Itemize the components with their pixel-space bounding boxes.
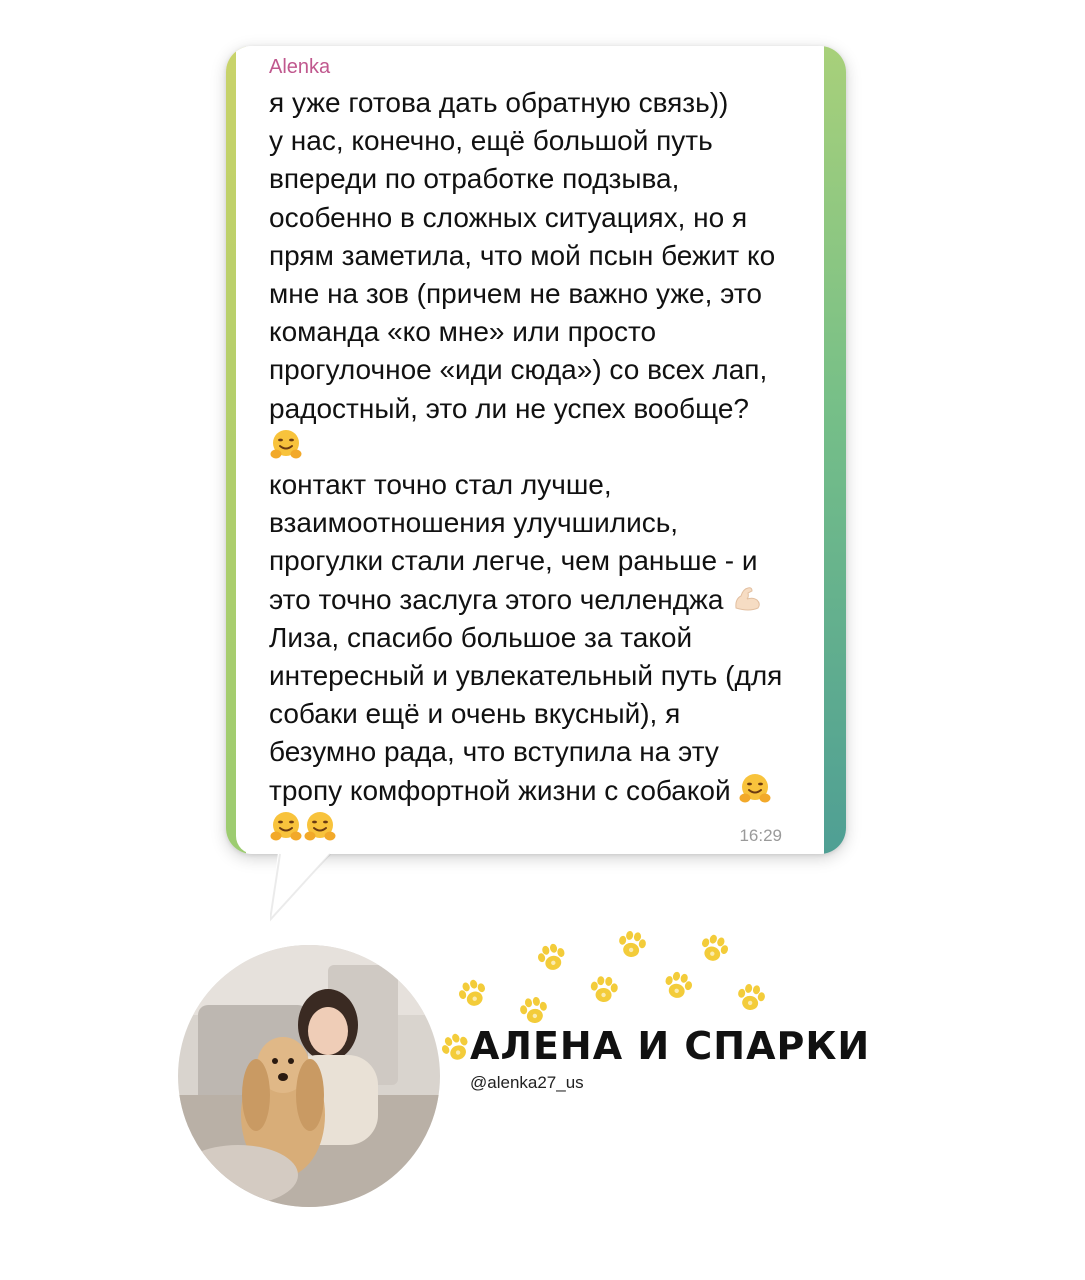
paw-print-icon (611, 924, 653, 966)
paw-print-icon (584, 970, 623, 1009)
message-timestamp: 16:29 (739, 826, 782, 845)
message-bubble (236, 46, 820, 854)
message-line: контакт точно стал лучше, (269, 469, 612, 501)
hugging-face-emoji-icon (269, 810, 303, 844)
paw-print-icon (530, 936, 574, 980)
flexed-biceps-emoji-icon (731, 581, 765, 615)
hugging-face-emoji-icon (738, 772, 772, 806)
message-line-with-emoji (269, 581, 829, 619)
message-line: прогулочное «иди сюда») со всех лап, (269, 354, 768, 386)
message-line: радостный, это ли не успех вообще? (269, 392, 749, 424)
message-line: тропу комфортной жизни с собакой (269, 774, 731, 806)
message-line: впереди по отработке подзыва, (269, 163, 680, 195)
avatar (178, 945, 440, 1207)
message-line: прям заметила, что мой псын бежит ко (269, 239, 776, 271)
emoji-line (269, 428, 829, 466)
chat-screenshot-card (226, 46, 846, 854)
speech-bubble-tail (270, 852, 340, 922)
profile-title: АЛЕНА И СПАРКИ (470, 1024, 871, 1068)
message-line: я уже готова дать обратную связь)) (269, 87, 729, 118)
hugging-face-emoji-icon (269, 428, 303, 462)
message-line: у нас, конечно, ещё большой путь (269, 125, 713, 157)
message-line: взаимоотношения улучшились, (269, 507, 679, 539)
profile-handle: @alenka27_us (470, 1073, 584, 1092)
paw-print-icon (656, 964, 700, 1008)
message-text (269, 84, 829, 848)
message-line: команда «ко мне» или просто (269, 316, 657, 348)
message-line: собаки ещё и очень вкусный), я (269, 698, 681, 730)
message-line: мне на зов (причем не важно уже, это (269, 278, 762, 310)
message-line: безумно рада, что вступила на эту (269, 736, 719, 768)
message-line: особенно в сложных ситуациях, но я (269, 201, 748, 233)
message-line: интересный и увлекательный путь (для (269, 660, 783, 692)
message-line-with-emoji (269, 772, 829, 810)
sender-name: Alenka (269, 56, 331, 78)
paw-print-icon (691, 926, 737, 972)
message-line: прогулки стали легче, чем раньше - и (269, 545, 758, 577)
paw-print-icon (730, 977, 772, 1019)
hugging-face-emoji-icon (303, 810, 337, 844)
message-line: Лиза, спасибо большое за такой (269, 621, 693, 653)
paw-print-icon (450, 971, 496, 1017)
message-line: это точно заслуга этого челленджа (269, 583, 724, 615)
